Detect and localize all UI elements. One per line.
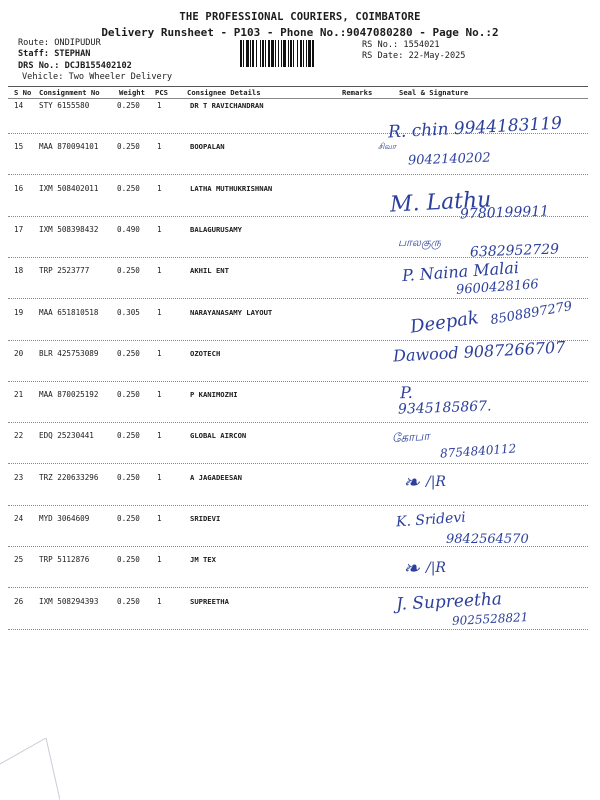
row-consignee: NARAYANASAMY LAYOUT (190, 307, 273, 317)
row-weight: 0.250 (117, 390, 140, 400)
signature-r-chin: R. chin 9944183119 (387, 113, 563, 143)
signature-j-supreetha: J. Supreetha (395, 589, 503, 615)
phone-handwritten-8: 9842564570 (446, 532, 529, 547)
signature-jagadeesan: ❧ (403, 470, 420, 494)
barcode (240, 40, 355, 67)
row-consignment-no: MYD 3064609 (39, 514, 90, 523)
col-pcs: PCS (155, 88, 168, 97)
row-pcs: 1 (157, 142, 162, 152)
row-separator (8, 463, 588, 464)
col-sno: S No (14, 88, 32, 97)
vehicle-label: Vehicle: Two Wheeler Delivery (22, 72, 173, 82)
table-row (0, 142, 600, 183)
row-consignment-no: MAA 870094101 (39, 142, 99, 152)
row-weight: 0.250 (117, 514, 140, 523)
row-consignee: LATHA MUTHUKRISHNAN (190, 183, 273, 193)
row-pcs: 1 (157, 390, 162, 400)
signature-k-sridevi: K. Sridevi (395, 509, 467, 531)
signature-jm-tex-mark: /|R (426, 560, 446, 576)
row-consignment-no: IXM 508402011 (39, 183, 99, 193)
drs-number: DRS No.: DCJB155402102 (18, 61, 132, 71)
row-consignee: SRIDEVI (190, 514, 221, 523)
row-consignee: BALAGURUSAMY (190, 224, 242, 234)
row-consignment-no: MAA 870025192 (39, 390, 99, 400)
row-weight: 0.250 (117, 348, 140, 358)
phone-handwritten-5: 8508897279 (489, 298, 574, 329)
row-separator (8, 381, 588, 382)
row-separator (8, 629, 588, 630)
row-sno: 19 (14, 307, 24, 317)
phone-handwritten-6: 9345185867. (397, 398, 492, 418)
signature-jm-tex: ❧ (403, 556, 420, 580)
row-weight: 0.250 (117, 472, 140, 482)
row-weight: 0.250 (117, 101, 140, 110)
row-sno: 18 (14, 266, 24, 276)
row-pcs: 1 (157, 266, 162, 276)
row-consignment-no: BLR 425753089 (39, 348, 99, 358)
col-remarks: Remarks (342, 88, 373, 97)
row-weight: 0.250 (117, 266, 140, 276)
row-consignment-no: IXM 508294393 (39, 596, 99, 606)
row-separator (8, 422, 588, 423)
row-consignment-no: EDQ 25230441 (39, 431, 94, 441)
row-consignment-no: TRZ 220633296 (39, 472, 99, 482)
signature-global-aircon: கோபா (391, 428, 431, 446)
row-pcs: 1 (157, 348, 162, 358)
row-consignee: SUPREETHA (190, 596, 229, 606)
row-consignee: GLOBAL AIRCON (190, 431, 247, 441)
company-title: THE PROFESSIONAL COURIERS, COIMBATORE (179, 11, 421, 23)
row-pcs: 1 (157, 596, 162, 606)
signature-mark: சிவா (378, 142, 397, 151)
row-weight: 0.305 (117, 307, 140, 317)
row-sno: 16 (14, 183, 24, 193)
signature-balagurusamy: பாலகுரு (398, 236, 441, 249)
signature-dawood: Dawood 9087266707 (392, 337, 566, 366)
table-row (0, 390, 600, 431)
staff-label: Staff: STEPHAN (18, 49, 91, 59)
phone-handwritten-1: 9042140202 (407, 150, 491, 169)
row-sno: 20 (14, 348, 24, 358)
row-consignee: DR T RAVICHANDRAN (190, 101, 264, 110)
table-row (0, 555, 600, 596)
route-label: Route: ONDIPUDUR (18, 38, 101, 48)
row-sno: 25 (14, 555, 24, 565)
row-sno: 17 (14, 224, 24, 234)
signature-p-kanimozhi: P. (399, 382, 413, 403)
runsheet-title: Delivery Runsheet - P103 - Phone No.:9047080280 - Page No.:2 (101, 26, 499, 39)
row-weight: 0.490 (117, 224, 140, 234)
row-weight: 0.250 (117, 183, 140, 193)
row-sno: 15 (14, 142, 24, 152)
phone-handwritten-9: 9025528821 (451, 610, 529, 628)
signature-p-naina-malai: P. Naina Malai (401, 257, 520, 286)
row-pcs: 1 (157, 183, 162, 193)
row-consignment-no: IXM 508398432 (39, 224, 99, 234)
row-consignee: BOOPALAN (190, 142, 225, 152)
row-consignee: AKHIL ENT (190, 266, 229, 276)
row-weight: 0.250 (117, 596, 140, 606)
phone-handwritten-7: 8754840112 (439, 441, 517, 461)
row-consignee: OZOTECH (190, 348, 221, 358)
col-consignee: Consignee Details (187, 88, 261, 97)
signature-jagadeesan-mark: /|R (426, 474, 446, 490)
rs-date: RS Date: 22-May-2025 (362, 51, 466, 61)
row-pcs: 1 (157, 431, 162, 441)
row-separator (8, 174, 588, 175)
row-sno: 21 (14, 390, 24, 400)
row-consignment-no: TRP 2523777 (39, 266, 90, 276)
row-sno: 14 (14, 101, 24, 110)
header-bottom-rule (8, 98, 588, 99)
row-weight: 0.250 (117, 431, 140, 441)
row-weight: 0.250 (117, 555, 140, 565)
row-separator (8, 505, 588, 506)
row-pcs: 1 (157, 224, 162, 234)
row-separator (8, 587, 588, 588)
row-sno: 22 (14, 431, 24, 441)
phone-handwritten-2: 9780199911 (459, 203, 550, 223)
table-row (0, 473, 600, 514)
signature-m-lathu: M. Lathu (389, 187, 493, 218)
row-consignee: JM TEX (190, 555, 216, 565)
rs-number: RS No.: 1554021 (362, 40, 440, 50)
row-pcs: 1 (157, 307, 162, 317)
col-seal: Seal & Signature (399, 88, 469, 97)
phone-handwritten-3: 6382952729 (469, 241, 560, 261)
row-sno: 24 (14, 514, 24, 523)
row-sno: 23 (14, 472, 24, 482)
row-consignment-no: STY 6155580 (39, 101, 90, 110)
signature-deepak: Deepak (408, 307, 481, 338)
row-pcs: 1 (157, 101, 162, 110)
row-consignee: A JAGADEESAN (190, 472, 242, 482)
row-consignee: P KANIMOZHI (190, 390, 238, 400)
header-top-rule (8, 86, 588, 87)
row-consignment-no: TRP 5112876 (39, 555, 90, 565)
row-pcs: 1 (157, 514, 162, 523)
row-sno: 26 (14, 596, 24, 606)
page-corner-fold (0, 738, 60, 800)
phone-handwritten-4: 9600428166 (455, 277, 540, 298)
row-pcs: 1 (157, 555, 162, 565)
col-consignment: Consignment No (39, 88, 100, 97)
row-separator (8, 298, 588, 299)
row-consignment-no: MAA 651810518 (39, 307, 99, 317)
row-weight: 0.250 (117, 142, 140, 152)
col-weight: Weight (119, 88, 145, 97)
row-pcs: 1 (157, 472, 162, 482)
